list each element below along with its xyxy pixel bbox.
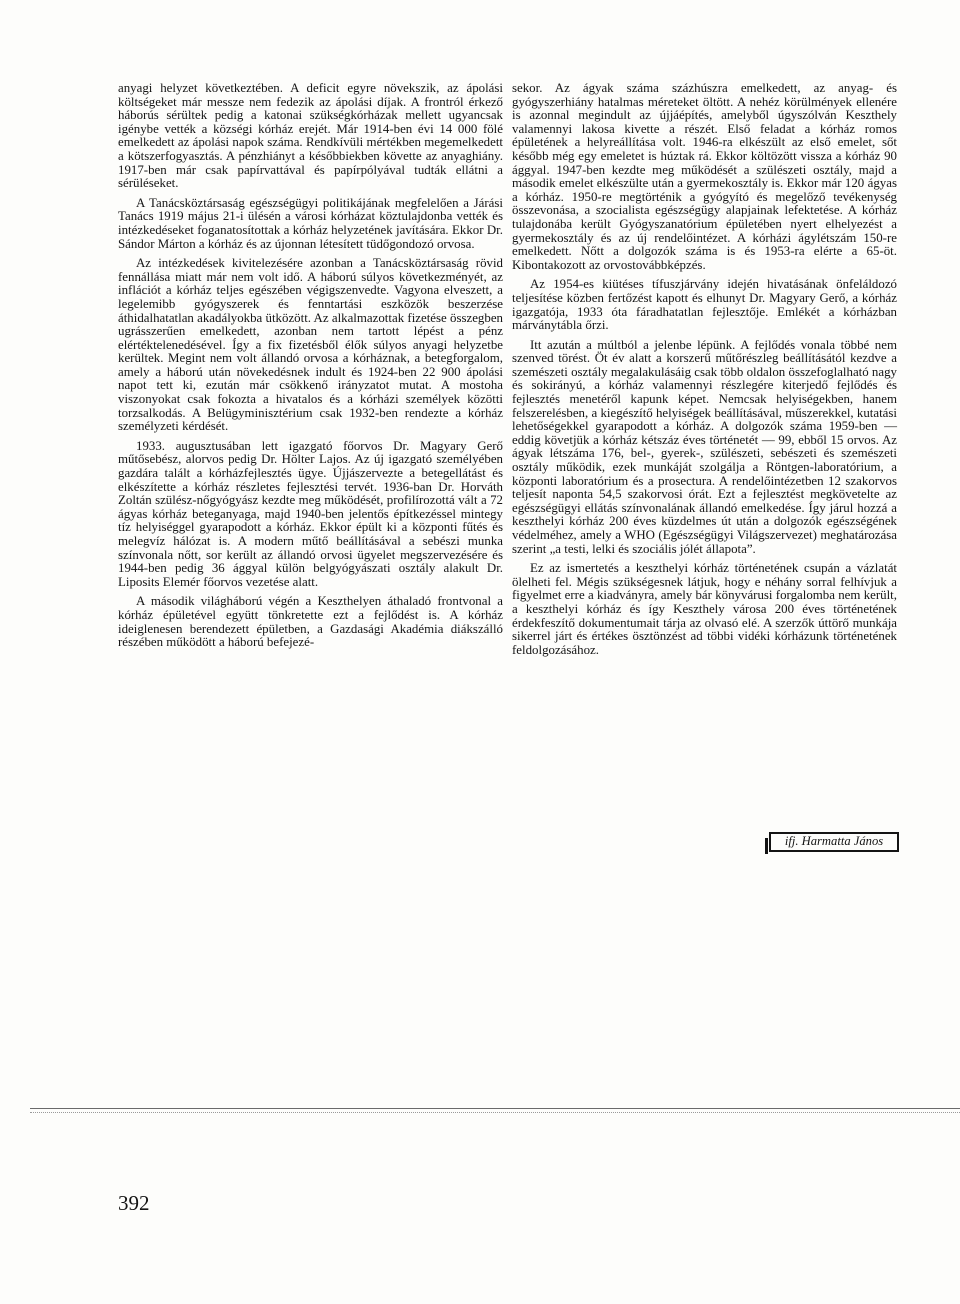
footer-rule-shadow <box>30 1112 960 1113</box>
paragraph: Az 1954-es kiütéses tífuszjárvány idején hivatásának önfeláldozó teljesítése közben fertőzést kapott és elhunyt Dr. Magyary Gerő, a kórház igazgatója, 1933 óta fáradhatatlan fejlesztője. Emlékét a kórházban márványtábla őrzi. <box>512 277 897 333</box>
paragraph: Az intézkedések kivitelezésére azonban a Tanácsköztársaság rövid fennállása miatt már nem volt idő. A háború súlyos következményét, az inflációt a kórház teljes egészében végigszenvedte. Vagyona elveszett, a legelemibb gyógyszerek és fenntartási eszközök beszerzése áthidalhatatlan akadályokba ütközött. Az alkalmazottak fizetése összegben ugrásszerűen emelkedett, azonban nem tartott lépést a pénz elértéktelenedésével. Így a fix fizetésből élők súlyos anyagi helyzetbe kerültek. Megint nem volt állandó orvosa a kórháznak, a betegforgalom, amely a háború után növekedésnek indult és 1924-ben 22 900 ápolási napot tett ki, ezután már csökkenő irányzatot mutat. A mostoha viszonyokat csak fokozta a hivatalos és a kórházi személyek közötti torzsalkodás. A Belügyminisztérium csak 1932-ben rendezte a kórház személyzeti kérdését. <box>118 256 503 434</box>
paragraph: A második világháború végén a Keszthelyen áthaladó frontvonal a kórház épületével együtt tönkretette ezt a fejlődést is. A kórház ideiglenesen berendezett épületben, a Gazdasági Akadémia diákszálló részében működött a háború befejezé- <box>118 594 503 650</box>
left-column <box>118 82 503 650</box>
paragraph: Ez az ismertetés a keszthelyi kórház történetének csupán a vázlatát ölelheti fel. Mégis szükségesnek látjuk, hogy e néhány sorral felhívjuk a figyelmet erre a kiadványra, amely bár könyvárusi forgalomba nem került, a keszthelyi kórház és így Keszthely városa 200 éves történetének érdekfeszítő dokumentumait tárja az olvasó elé. A szerzők úttörő munkája sikerrel járt és értékes ösztönzést ad többi vidéki kórházunk történetének feldolgozásához. <box>512 561 897 657</box>
page-number: 392 <box>118 1191 150 1215</box>
paragraph: sekor. Az ágyak száma százhúszra emelkedett, az anyag- és gyógyszerhiány hatalmas méreteket öltött. A nehéz körülmények ellenére is azonnal megindult az újjáépítés, amelyből úgyszólván Keszthely valamennyi lakosa kivette a részét. Első feladat a kórház romos épületének a helyreállítása volt. 1946-ra elkészült az első emelet, sőt később még egy emeletet is húztak rá. Ekkor költözött vissza a kórház 90 ággyal. 1947-ben kezdte meg működését a szülészeti osztály, majd a második emelet elkészülte után a gyermekosztály is. Ekkor már 120 ágyas a kórház. 1950-re megtörténik a gyógyító és megelőző tevékenység összevonása, a szocialista egészségügy alapjainak lefektetése. A kórház tulajdonába került Gyógyszanatórium épületében nyert elhelyezést a gyermekosztály és az új rendelőintézet. A kórházi ágylétszám 150-re emelkedett. Nőtt a dolgozók száma is és 1953-ra elérte a 65-öt. Kibontakozott az orvostovábbképzés. <box>512 81 897 272</box>
paragraph: Itt azután a múltból a jelenbe lépünk. A fejlődés vonala többé nem szenved törést. Öt év alatt a korszerű műtőrészleg beállításától kezdve a szemészeti osztály megalakulásáig csak több oldalon összefoglalható nagy és sokirányú, a kórház valamennyi részlegére kiterjedő fejlődés és fejlesztés menetéről kapunk képet. Nemcsak helyiségekben, hanem felszerelésben, a kiegészítő helyiségek beállításával, műszerekkel, kutatási lehetőségekkel gyarapodott a kórház. A dolgozók száma 1959-ben — eddig követjük a kórház kétszáz éves történetét — 99, ebből 15 orvos. Az ágyak létszáma 176, bel-, gyerek-, szülészeti, sebészeti és szemészeti osztály működik, ezek munkáját szolgálja a Röntgen-laboratórium, a központi laboratórium és a prosectura. A rendelőintézetben 12 szakorvos teljesít naponta 54,5 szakorvosi órát. Ezt a fejlesztést megkövetelte az egészségügyi ellátás színvonalának állandó emelkedése. Így járul hozzá a keszthelyi kórház 200 éves küzdelmes út után a dolgozók egészségének védelméhez, amely a WHO (Egészségügyi Világszervezet) meghatározása szerint „a testi, lelki és szociális jólét állapota”. <box>512 337 897 556</box>
author-signature: ifj. Harmatta János <box>769 832 899 852</box>
paragraph: 1933. augusztusában lett igazgató főorvos Dr. Magyary Gerő műtősebész, alorvos pedig Dr. Hölter Lajos. Az új igazgató személyében gazdára talált a kórházfejlesztés ügye. Újjászervezte a betegellátást és elkészítette a kórház részletes fejlesztési tervét. 1936-ban Dr. Horváth Zoltán szülész-nőgyógyász kezdte meg működését, profilírozottá vált a 72 ágyas kórház beteganyaga, majd 1940-ben jelentős építkezéssel mintegy tíz helyiséggel gyarapodott a kórház. Ekkor épült ki a központi fűtés és melegvíz hálózat is. A modern műtő beállításával a sebészi munka színvonala nőtt, sor került az állandó orvosi ügyelet megszervezésére és 1944-ben pedig 36 ággyal külön belgyógyászati osztály alakult Dr. Liposits Elemér főorvos vezetése alatt. <box>118 438 503 589</box>
paragraph: A Tanácsköztársaság egészségügyi politikájának megfelelően a Járási Tanács 1919 május 21-i ülésén a városi kórházat köztulajdonba vették és intézkedéseket foganatosítottak a kórház helyzetének javítására. Ekkor Dr. Sándor Márton a kórház és az újonnan létesített tüdőgondozó orvosa. <box>118 195 503 251</box>
footer-rule <box>30 1108 960 1109</box>
paragraph: anyagi helyzet következtében. A deficit egyre növekszik, az ápolási költségeket már messze nem fedezik az ápolási díjak. A frontról érkező háborús sérültek pedig a katonai szükségkórházak mellett ugyancsak igénybe vették a községi kórház erejét. Már 1914-ben évi 14 000 fölé emelkedett az ápolási napok száma. Rendkívüli mértékben megemelkedett a kötszerfogyasztás. A pénzhiányt a későbbiekben követte az anyaghiány. 1917-ben már csak papírvattával és papírpólyával tudták ellátni a sérüléseket. <box>118 81 503 191</box>
right-column <box>512 82 897 657</box>
